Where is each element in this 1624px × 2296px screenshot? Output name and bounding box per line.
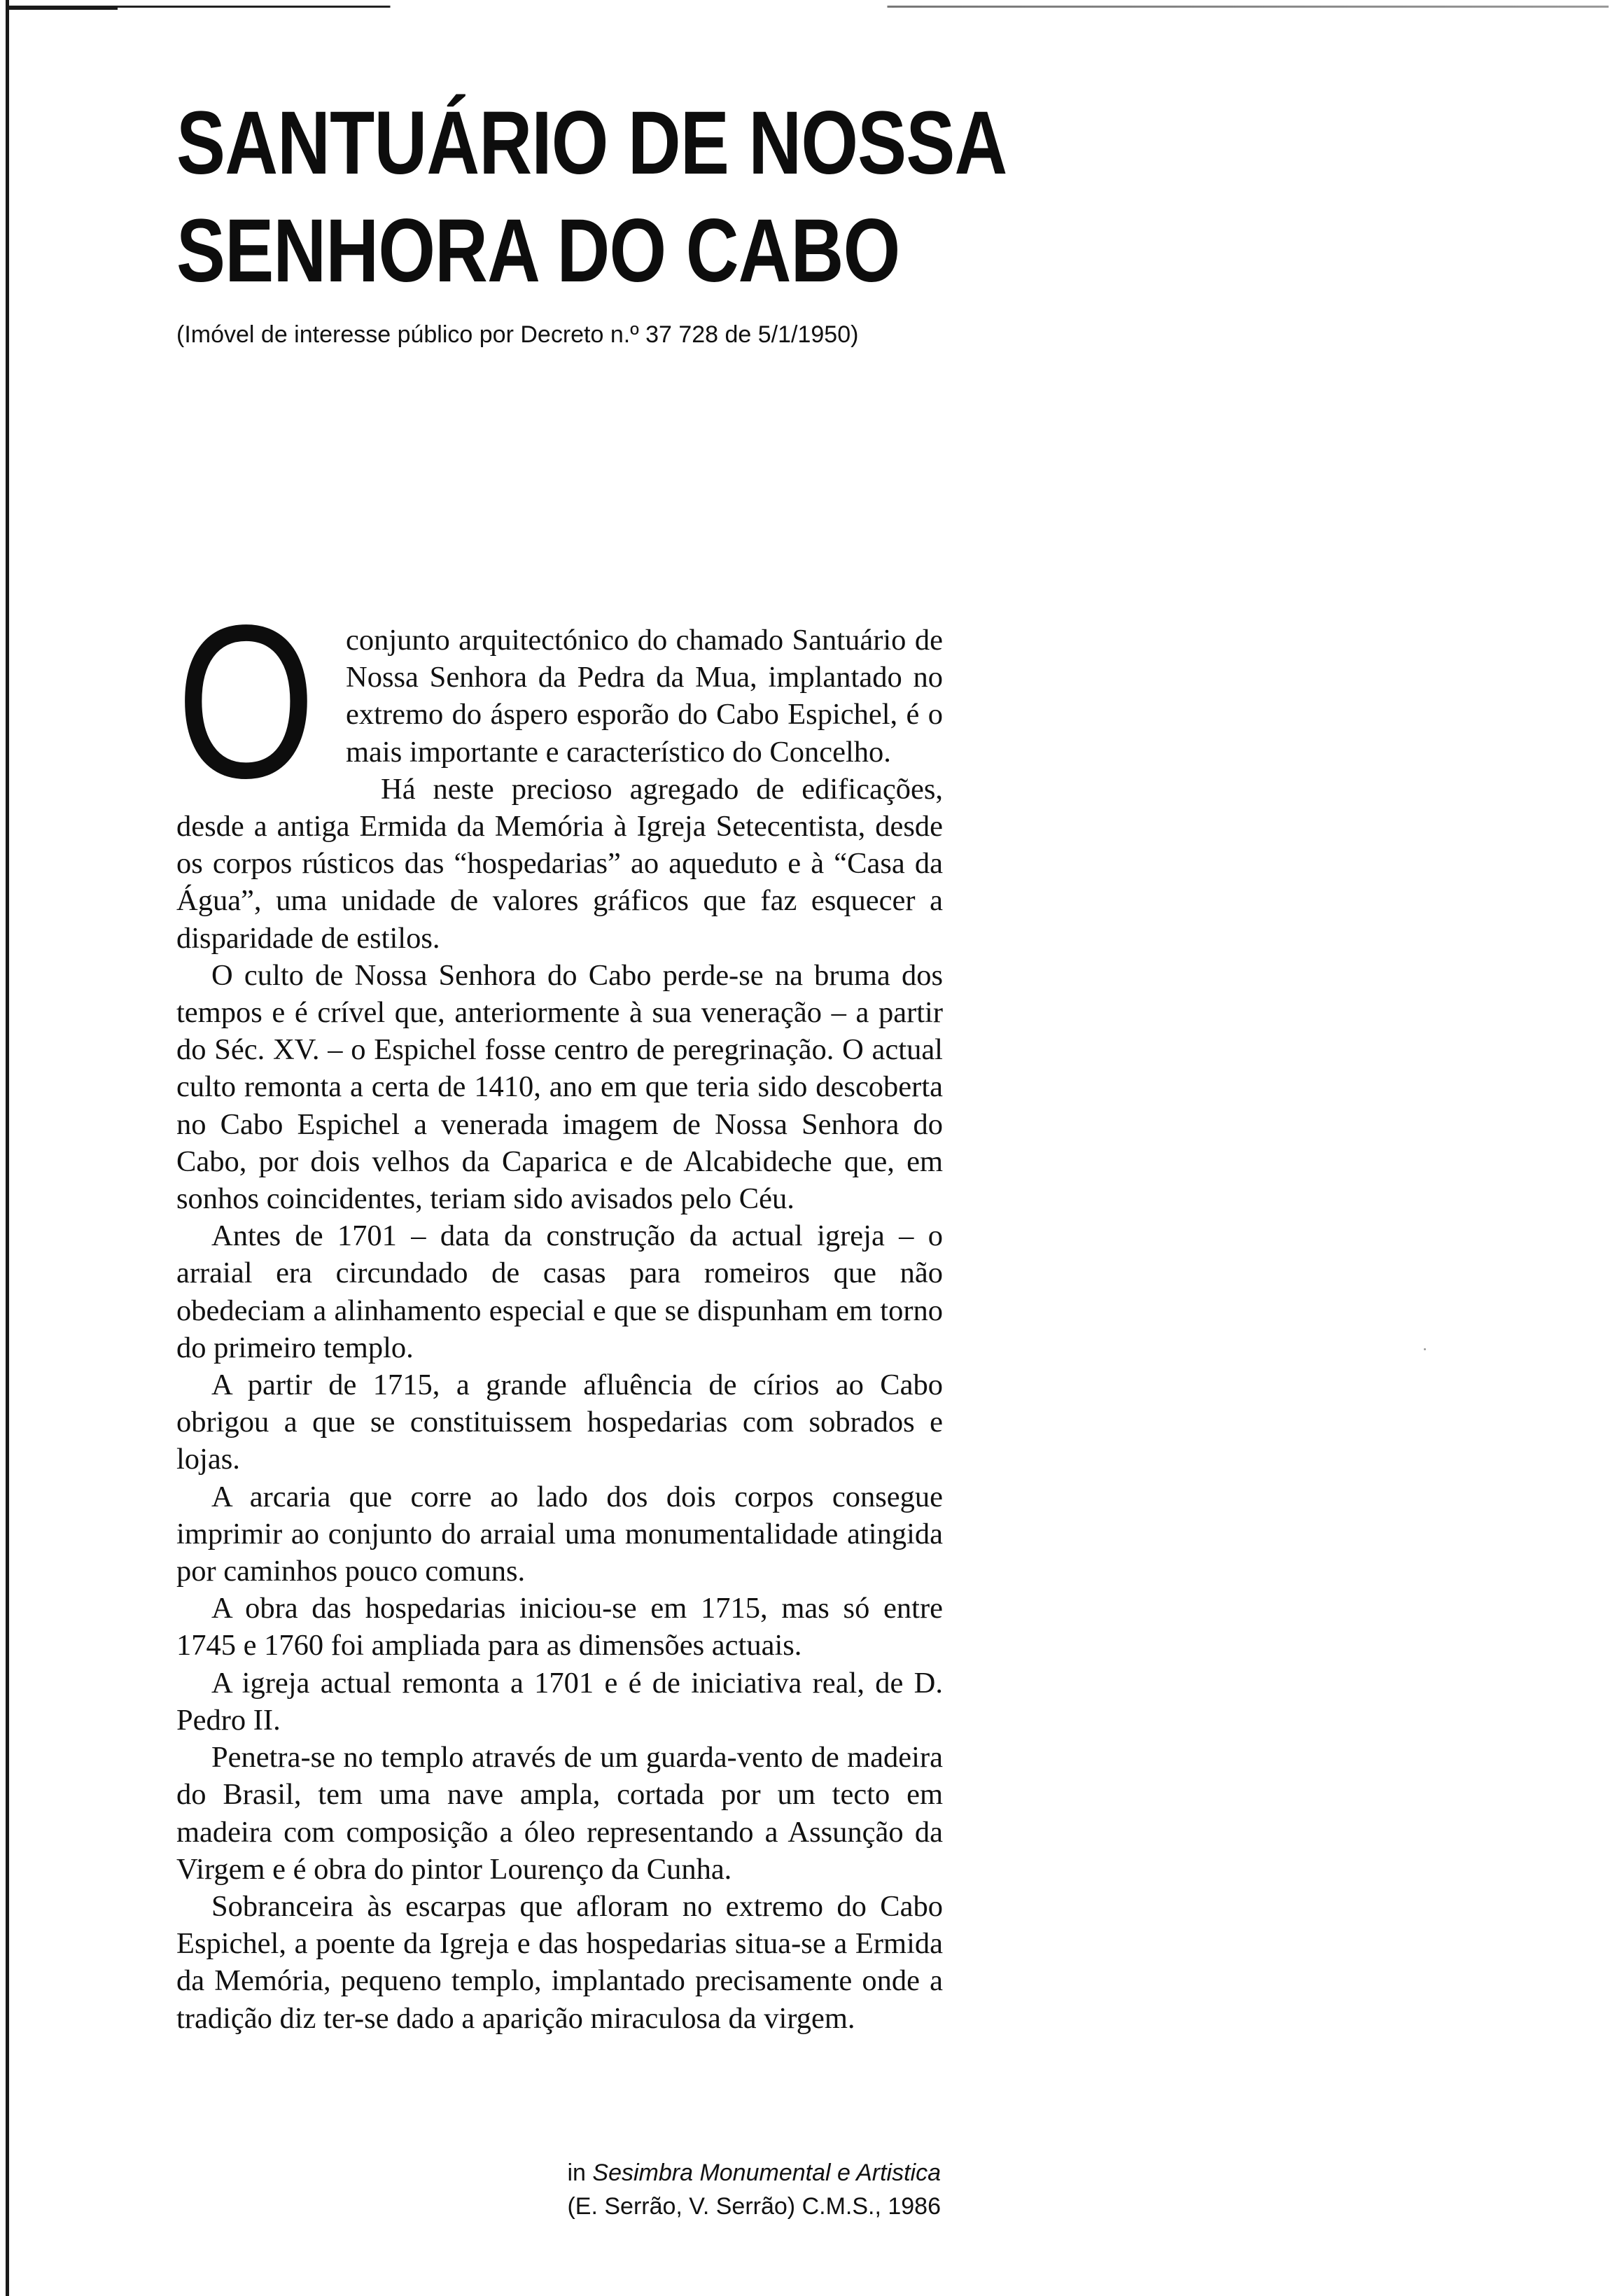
citation-line-1	[567, 2156, 941, 2190]
page-title-line-2: SENHORA DO CABO	[176, 201, 900, 301]
paragraph-5: A partir de 1715, a grande afluência de círios ao Cabo obrigou a que se constituissem hospedarias com sobrados e lojas.	[176, 1368, 943, 1476]
page-title	[176, 90, 1007, 305]
paragraph-1: conjunto arquitectónico do chamado Santuário de Nossa Senhora da Pedra da Mua, implantado no extremo do áspero esporão do Cabo Espichel, é o mais importante e característico do Concelho.	[346, 624, 943, 769]
source-citation	[567, 2156, 941, 2223]
scan-edge-top	[6, 6, 1609, 8]
citation-credits: (E. Serrão, V. Serrão) C.M.S., 1986	[567, 2193, 941, 2220]
citation-book-title: Sesimbra Monumental e Artistica	[592, 2160, 941, 2186]
paragraph-6: A arcaria que corre ao lado dos dois corpos consegue imprimir ao conjunto do arraial uma monumentalidade atingida por caminhos pouco comuns.	[176, 1480, 943, 1588]
page-title-line-1: SANTUÁRIO DE NOSSA	[176, 93, 1007, 193]
paragraph-7: A obra das hospedarias iniciou-se em 1715, mas só entre 1745 e 1760 foi ampliada para as dimensões actuais.	[176, 1592, 943, 1662]
scan-speck	[1424, 1348, 1426, 1350]
scan-edge-left	[6, 0, 9, 2296]
decree-subtitle: (Imóvel de interesse público por Decreto n.º 37 728 de 5/1/1950)	[176, 321, 859, 348]
drop-cap: O	[176, 580, 316, 824]
paragraph-3: O culto de Nossa Senhora do Cabo perde-se na bruma dos tempos e é crível que, anteriormente à sua veneração – a partir do Séc. XV. – o Espichel fosse centro de peregrinação. O actual culto remonta a certa de 1410, ano em que teria sido descoberta no Cabo Espichel a venerada imagem de Nossa Senhora do Cabo, por dois velhos da Caparica e de Alcabideche que, em sonhos coincidentes, teriam sido avisados pelo Céu.	[176, 958, 943, 1216]
paragraph-2: Há neste precioso agregado de edificações, desde a antiga Ermida da Memória à Igreja Setecentista, desde os corpos rústicos das “hospedarias” ao aqueduto e à “Casa da Água”, uma unidade de valores gráficos que faz esquecer a disparidade de estilos.	[176, 772, 943, 955]
paragraph-10: Sobranceira às escarpas que afloram no extremo do Cabo Espichel, a poente da Igreja e das hospedarias situa-se a Ermida da Memória, pequeno templo, implantado precisamente onde a tradição diz ter-se dado a aparição miraculosa da virgem.	[176, 1889, 943, 2035]
scan-edge-top-tick	[6, 6, 118, 10]
paragraph-9: Penetra-se no templo através de um guarda-vento de madeira do Brasil, tem uma nave ampla, cortada por um tecto em madeira com composição a óleo representando a Assunção da Virgem e é obra do pintor Lourenço da Cunha.	[176, 1741, 943, 1886]
paragraph-4: Antes de 1701 – data da construção da actual igreja – o arraial era circundado de casas para romeiros que não obedeciam a alinhamento especial e que se dispunham em torno do primeiro templo.	[176, 1219, 943, 1364]
article-body	[176, 580, 943, 2037]
citation-prefix: in	[567, 2160, 586, 2186]
paragraph-8: A igreja actual remonta a 1701 e é de iniciativa real, de D. Pedro II.	[176, 1666, 943, 1737]
